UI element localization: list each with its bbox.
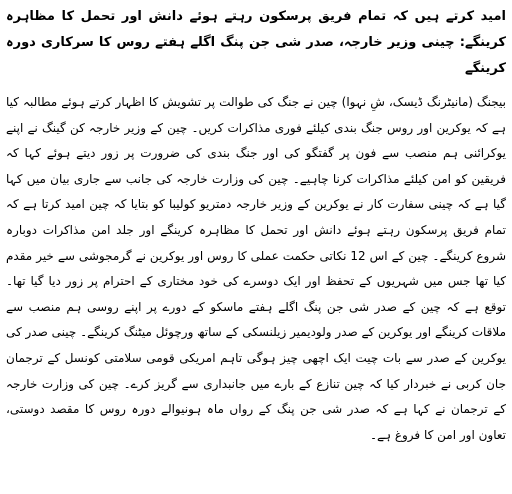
article-body: بیجنگ (مانیٹرنگ ڈیسک، شِ نہوا) چین نے جنگ کی طوالت پر تشویش کا اظہار کرتے ہوئے مطالبہ کیا ہے کہ یوکرین اور روس جنگ بندی کیلئے فوری مذاکرات کریں۔ چین کے وزیر خارجہ کن گینگ نے اپنے یوکرائنی ہم منصب سے فون پر گفتگو کی اور جنگ بندی کی ضرورت پر زور دیتے ہوئے کہا کہ فریقین کو امن کیلئے مذاکرات کرنا چاہیے۔ چین کی وزارت خارجہ کی جانب سے جاری بیان میں کہا گیا ہے کہ چینی سفارت کار نے یوکرین کے وزیر خارجہ دمتریو کولیبا کو بتایا کہ چین امید کرتا ہے کہ تمام فریق پرسکون رہتے ہوئے دانش اور تحمل کا مظاہرہ کرینگے اور جلد امن مذاکرات دوبارہ شروع کرینگے۔ چین کے اس 12 نکاتی حکمت عملی کا روس اور یوکرین نے گرمجوشی سے خیر مقدم کیا تھا جس میں شہریوں کے تحفظ اور ایک دوسرے کی خود مختاری کے احترام پر زور دیا گیا تھا۔ توقع ہے کہ چین کے صدر شی جن پنگ اگلے ہفتے ماسکو کے دورے پر اپنے روسی ہم منصب سے ملاقات کرینگے اور یوکرین کے صدر ولودیمیر زیلنسکی کے ساتھ ورچوئل میٹنگ کرینگے۔ چینی صدر کی یوکرین کے صدر سے بات چیت ایک اچھی چیز ہوگی تاہم امریکی قومی سلامتی کونسل کے ترجمان جان کربی نے خبردار کیا کہ چین تنازع کے بارے میں جانبداری سے گریز کرے۔ چین کی وزارت خارجہ کے ترجمان نے کہا ہے کہ صدر شی جن پنگ کے رواں ماہ ہونیوالے دورہ روس کا مقصد دوستی، تعاون اور امن کا فروغ ہے۔: [5, 95, 506, 442]
article-headline: امید کرتے ہیں کہ تمام فریق پرسکون رہتے ہوئے دانش اور تحمل کا مظاہرہ کرینگے: چینی وزیر خارجہ، صدر شی جن پنگ اگلے ہفتے روس کا سرکاری دورہ کرینگے: [6, 9, 506, 76]
